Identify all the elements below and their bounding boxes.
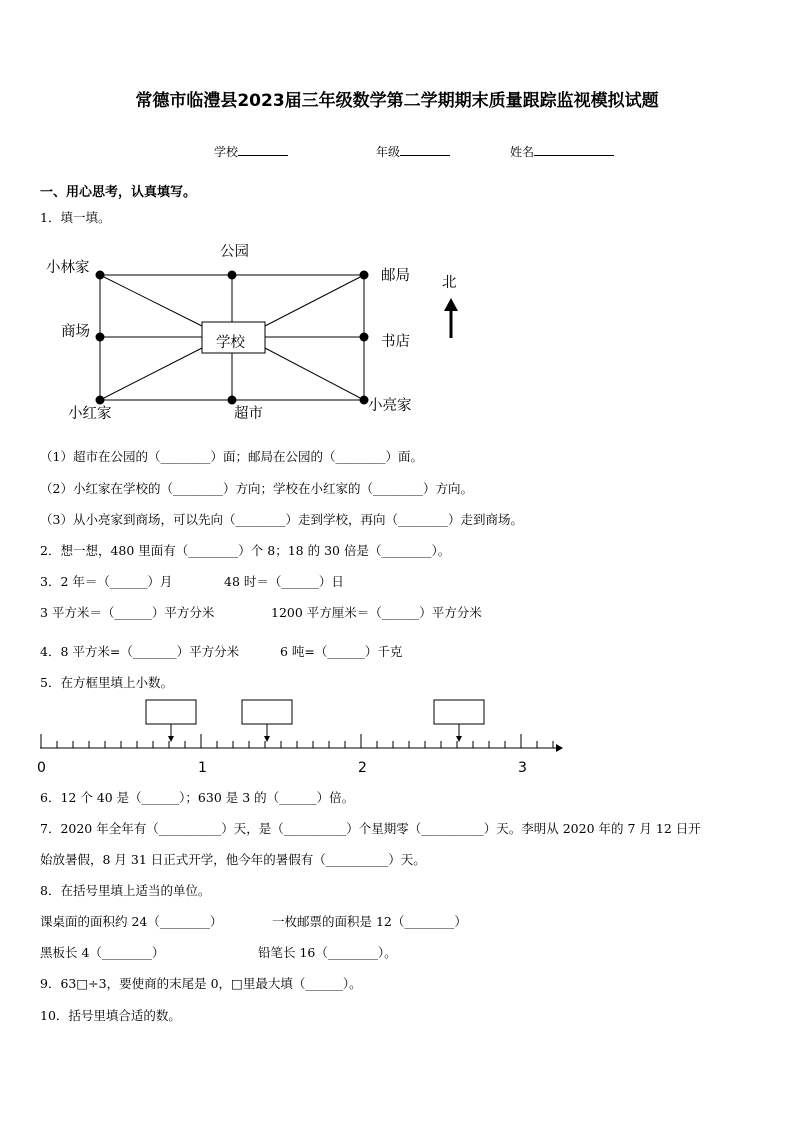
name-blank[interactable]	[534, 142, 614, 156]
q9: 9．63□÷3，要使商的末尾是 0，□里最大填（______）。	[40, 976, 362, 991]
point-mall	[96, 333, 105, 342]
map-line	[100, 275, 202, 326]
q1-sub3: （3）从小亮家到商场，可以先向（________）走到学校，再向（________）走到商场。	[40, 512, 523, 527]
answer-box-1[interactable]	[146, 700, 196, 724]
tick-label-2: 2	[358, 760, 367, 776]
label-mall: 商场	[61, 324, 90, 340]
tick-label-3: 3	[518, 760, 527, 776]
label-park: 公园	[220, 244, 249, 260]
label-xiaolin: 小林家	[46, 260, 90, 276]
q8-heading: 8．在括号里填上适当的单位。	[40, 883, 211, 898]
answer-box-2[interactable]	[242, 700, 292, 724]
point-xiaolin	[96, 271, 105, 280]
q7-line1: 7．2020 年全年有（__________）天，是（__________）个星期零（__________）天。李明从 2020 年的 7 月 12 日开	[40, 821, 701, 836]
label-xiaohong: 小红家	[68, 406, 112, 422]
map-line	[265, 275, 364, 326]
q8-a: 课桌面的面积约 24（________）	[40, 914, 223, 929]
grade-blank[interactable]	[400, 142, 450, 156]
school-blank[interactable]	[238, 142, 288, 156]
q7-line2: 始放暑假，8 月 31 日正式开学，他今年的暑假有（__________）天。	[40, 852, 426, 867]
q1-sub2: （2）小红家在学校的（________）方向；学校在小红家的（________）方向。	[40, 481, 473, 496]
label-school: 学校	[216, 335, 245, 351]
q5-heading: 5．在方框里填上小数。	[40, 675, 173, 690]
name-field	[510, 142, 614, 160]
q8-c: 黑板长 4（________）	[40, 945, 165, 960]
label-north: 北	[442, 275, 457, 291]
q1-heading: 1．填一填。	[40, 210, 111, 225]
q6: 6．12 个 40 是（______）；630 是 3 的（______）倍。	[40, 790, 355, 805]
map-line	[100, 348, 202, 400]
school-label: 学校	[214, 145, 239, 159]
point-bookstore	[360, 333, 369, 342]
label-post: 邮局	[381, 268, 410, 284]
label-supermarket: 超市	[234, 406, 263, 422]
tick-label-0: 0	[37, 760, 46, 776]
q10: 10．括号里填合适的数。	[40, 1008, 181, 1023]
q8-b: 一枚邮票的面积是 12（________）	[272, 914, 467, 929]
label-xiaoliang: 小亮家	[368, 398, 412, 414]
school-field	[214, 142, 288, 160]
page-title: 常德市临澧县2023届三年级数学第二学期期末质量跟踪监视模拟试题	[135, 91, 659, 111]
label-bookstore: 书店	[381, 334, 410, 350]
answer-box-3[interactable]	[434, 700, 484, 724]
direction-map	[0, 230, 794, 430]
name-label: 姓名	[510, 145, 535, 159]
q3-line1-a: 3．2 年＝（______）月	[40, 574, 173, 589]
q4-b: 6 吨=（______）千克	[280, 644, 403, 659]
grade-field	[376, 142, 450, 160]
q1-sub1: （1）超市在公园的（________）面；邮局在公园的（________）面。	[40, 449, 423, 464]
section-heading: 一、用心思考，认真填写。	[40, 185, 197, 200]
point-post	[360, 271, 369, 280]
point-park	[228, 271, 237, 280]
q8-d: 铅笔长 16（________）。	[258, 945, 397, 960]
map-line	[265, 348, 364, 400]
north-arrow-icon	[444, 298, 458, 338]
q3-line2-b: 1200 平方厘米＝（______）平方分米	[271, 605, 482, 620]
number-line	[0, 690, 794, 780]
q3-line1-b: 48 时＝（______）日	[224, 574, 344, 589]
arrow-right-icon	[556, 744, 563, 752]
q2: 2．想一想，480 里面有（________）个 8；18 的 30 倍是（________）。	[40, 543, 451, 558]
q3-line2-a: 3 平方米＝（______）平方分米	[40, 605, 215, 620]
grade-label: 年级	[376, 145, 401, 159]
q4-a: 4．8 平方米=（_______）平方分米	[40, 644, 240, 659]
point-xiaohong	[96, 396, 105, 405]
tick-label-1: 1	[198, 760, 207, 776]
point-supermarket	[228, 396, 237, 405]
